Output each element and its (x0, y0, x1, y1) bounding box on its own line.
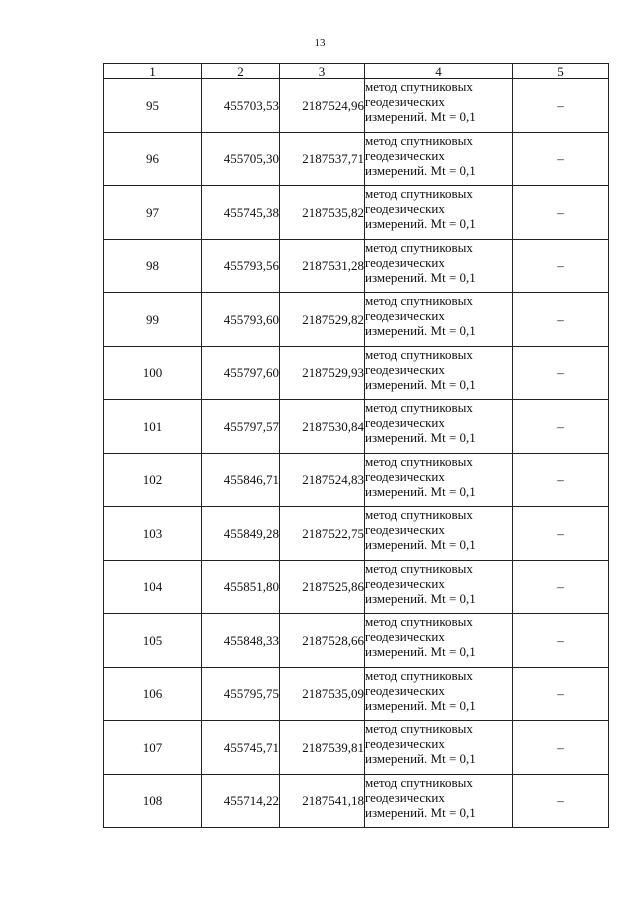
y-coordinate-cell: 2187528,66 (280, 614, 365, 668)
x-coordinate-cell: 455714,22 (202, 774, 280, 828)
table-header-row (104, 64, 609, 79)
table-row (104, 79, 609, 133)
note-cell: – (513, 79, 609, 133)
point-number-cell: 103 (104, 507, 202, 561)
method-line: метод спутниковых (365, 774, 473, 790)
y-coordinate-cell: 2187539,81 (280, 721, 365, 775)
x-coordinate-cell: 455797,60 (202, 346, 280, 400)
note-cell: – (513, 721, 609, 775)
point-number-cell: 104 (104, 560, 202, 614)
y-coordinate-cell: 2187530,84 (280, 400, 365, 454)
method-line: метод спутниковых (365, 560, 473, 576)
method-line: измерений. Mt = 0,1 (365, 590, 476, 606)
method-line: геодезических (365, 682, 445, 698)
table-body (104, 79, 609, 828)
header-col-2: 2 (202, 64, 280, 79)
method-line: метод спутниковых (365, 132, 473, 148)
method-line: геодезических (365, 789, 445, 805)
method-line: измерений. Mt = 0,1 (365, 537, 476, 552)
point-number-cell: 105 (104, 614, 202, 668)
point-number-cell: 107 (104, 721, 202, 775)
x-coordinate-cell: 455851,80 (202, 560, 280, 614)
method-line: измерений. Mt = 0,1 (365, 162, 476, 178)
method-line: метод спутниковых (365, 453, 473, 469)
method-cell (365, 293, 513, 347)
y-coordinate-cell: 2187525,86 (280, 560, 365, 614)
method-line: геодезических (365, 522, 445, 537)
method-line: измерений. Mt = 0,1 (365, 269, 476, 285)
method-line: измерений. Mt = 0,1 (365, 697, 476, 713)
x-coordinate-cell: 455797,57 (202, 400, 280, 454)
method-line: геодезических (365, 575, 445, 591)
method-line: измерений. Mt = 0,1 (365, 376, 476, 392)
method-line: метод спутниковых (365, 667, 473, 683)
x-coordinate-cell: 455745,71 (202, 721, 280, 775)
method-line: измерений. Mt = 0,1 (365, 751, 476, 766)
table-row (104, 293, 609, 347)
method-cell (365, 560, 513, 614)
header-col-5: 5 (513, 64, 609, 79)
table-row (104, 667, 609, 721)
point-number-cell: 106 (104, 667, 202, 721)
method-line: измерений. Mt = 0,1 (365, 430, 476, 445)
table-row (104, 507, 609, 561)
y-coordinate-cell: 2187541,18 (280, 774, 365, 828)
method-line: геодезических (365, 415, 445, 430)
header-col-3: 3 (280, 64, 365, 79)
method-line: измерений. Mt = 0,1 (365, 804, 476, 820)
method-line: геодезических (365, 308, 445, 323)
table-row (104, 400, 609, 454)
table-row (104, 186, 609, 240)
point-number-cell: 108 (104, 774, 202, 828)
table-row (104, 239, 609, 293)
x-coordinate-cell: 455848,33 (202, 614, 280, 668)
table-row (104, 721, 609, 775)
point-number-cell: 99 (104, 293, 202, 347)
method-cell (365, 453, 513, 507)
method-line: измерений. Mt = 0,1 (365, 644, 476, 659)
x-coordinate-cell: 455849,28 (202, 507, 280, 561)
method-line: геодезических (365, 361, 445, 377)
method-line: метод спутниковых (365, 400, 473, 415)
page-number: 13 (314, 37, 326, 49)
y-coordinate-cell: 2187524,83 (280, 453, 365, 507)
note-cell: – (513, 453, 609, 507)
note-cell: – (513, 614, 609, 668)
point-number-cell: 98 (104, 239, 202, 293)
method-cell (365, 79, 513, 133)
table-row (104, 774, 609, 828)
note-cell: – (513, 400, 609, 454)
method-cell (365, 614, 513, 668)
method-line: измерений. Mt = 0,1 (365, 109, 476, 124)
method-line: метод спутниковых (365, 507, 473, 522)
note-cell: – (513, 507, 609, 561)
header-col-1: 1 (104, 64, 202, 79)
table-row (104, 560, 609, 614)
method-cell (365, 667, 513, 721)
method-cell (365, 721, 513, 775)
method-line: измерений. Mt = 0,1 (365, 216, 476, 231)
method-cell (365, 507, 513, 561)
point-number-cell: 95 (104, 79, 202, 133)
method-cell (365, 400, 513, 454)
y-coordinate-cell: 2187524,96 (280, 79, 365, 133)
method-line: метод спутниковых (365, 79, 473, 94)
point-number-cell: 100 (104, 346, 202, 400)
method-line: метод спутниковых (365, 721, 473, 736)
note-cell: – (513, 560, 609, 614)
method-cell (365, 132, 513, 186)
method-line: геодезических (365, 736, 445, 751)
x-coordinate-cell: 455793,56 (202, 239, 280, 293)
method-line: геодезических (365, 147, 445, 163)
method-line: геодезических (365, 94, 445, 109)
method-cell (365, 186, 513, 240)
note-cell: – (513, 346, 609, 400)
table-row (104, 614, 609, 668)
point-number-cell: 102 (104, 453, 202, 507)
method-line: геодезических (365, 468, 445, 484)
note-cell: – (513, 186, 609, 240)
note-cell: – (513, 667, 609, 721)
method-line: метод спутниковых (365, 346, 473, 362)
table-row (104, 132, 609, 186)
point-number-cell: 96 (104, 132, 202, 186)
x-coordinate-cell: 455793,60 (202, 293, 280, 347)
method-line: геодезических (365, 629, 445, 644)
coordinates-table (103, 63, 609, 828)
y-coordinate-cell: 2187535,09 (280, 667, 365, 721)
note-cell: – (513, 774, 609, 828)
method-line: метод спутниковых (365, 239, 473, 255)
method-line: измерений. Mt = 0,1 (365, 323, 476, 338)
method-line: метод спутниковых (365, 186, 473, 201)
method-cell (365, 774, 513, 828)
method-cell (365, 346, 513, 400)
x-coordinate-cell: 455846,71 (202, 453, 280, 507)
x-coordinate-cell: 455703,53 (202, 79, 280, 133)
y-coordinate-cell: 2187531,28 (280, 239, 365, 293)
note-cell: – (513, 132, 609, 186)
method-line: метод спутниковых (365, 614, 473, 629)
y-coordinate-cell: 2187537,71 (280, 132, 365, 186)
note-cell: – (513, 293, 609, 347)
table-row (104, 453, 609, 507)
method-line: геодезических (365, 254, 445, 270)
method-line: измерений. Mt = 0,1 (365, 483, 476, 499)
table-row (104, 346, 609, 400)
y-coordinate-cell: 2187535,82 (280, 186, 365, 240)
method-line: метод спутниковых (365, 293, 473, 308)
method-line: геодезических (365, 201, 445, 216)
x-coordinate-cell: 455745,38 (202, 186, 280, 240)
x-coordinate-cell: 455795,75 (202, 667, 280, 721)
method-cell (365, 239, 513, 293)
y-coordinate-cell: 2187529,82 (280, 293, 365, 347)
point-number-cell: 97 (104, 186, 202, 240)
header-col-4: 4 (365, 64, 513, 79)
y-coordinate-cell: 2187522,75 (280, 507, 365, 561)
x-coordinate-cell: 455705,30 (202, 132, 280, 186)
note-cell: – (513, 239, 609, 293)
point-number-cell: 101 (104, 400, 202, 454)
y-coordinate-cell: 2187529,93 (280, 346, 365, 400)
